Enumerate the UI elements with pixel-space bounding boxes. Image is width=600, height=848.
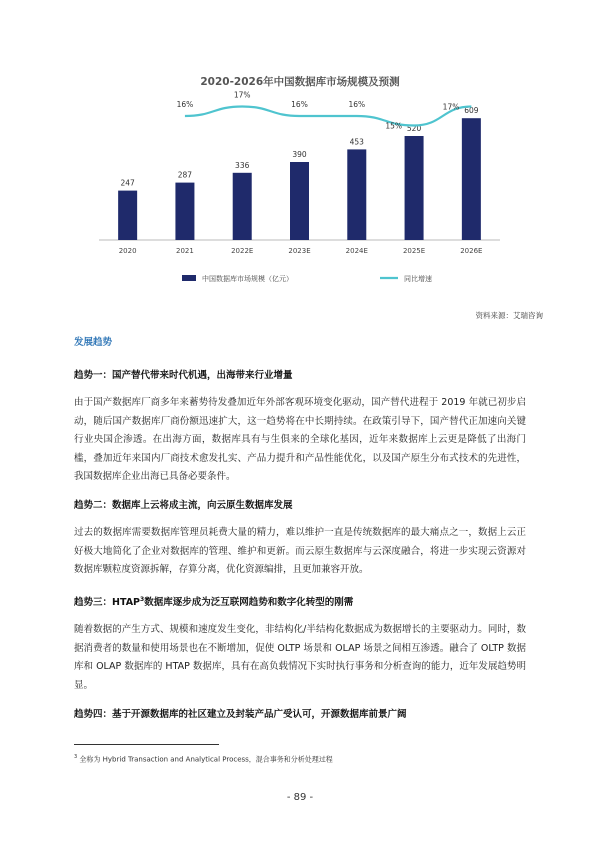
x-tick-label: 2026E	[460, 247, 483, 255]
bar-value-label: 520	[406, 124, 422, 133]
bar-value-label: 609	[464, 106, 479, 116]
bar-2022E	[233, 173, 252, 240]
bar-value-label: 247	[120, 178, 135, 188]
bar-2023E	[290, 162, 309, 240]
growth-rate-label: 17%	[233, 90, 251, 100]
trend3-heading-prefix: 趋势三：HTAP	[74, 597, 141, 608]
x-tick-label: 2020	[118, 247, 137, 255]
legend-bar-swatch	[182, 275, 196, 281]
trend2-paragraph: 过去的数据库需要数据库管理员耗费大量的精力，难以维护一直是传统数据库的最大痛点之一，数据上云正好极大地简化了企业对数据库的管理、维护和更新。而云原生数据库与云深度融合，将进一步实现云资源对数据库颗粒度资源拆解，存算分离，优化资源编排，且更加兼容开放。	[74, 527, 526, 575]
bar-2020	[118, 191, 137, 240]
x-tick-label: 2021	[176, 247, 194, 255]
bar-2024E	[347, 149, 366, 240]
chart-canvas	[0, 0, 600, 310]
growth-rate-label: 16%	[348, 100, 366, 109]
trend3-heading-suffix: 数据库逐步成为泛互联网趋势和数字化转型的刚需	[144, 597, 354, 608]
footnote-mark: 3	[74, 754, 78, 760]
footnote-ref: 3	[140, 595, 145, 603]
x-tick-label: 2023E	[288, 247, 311, 255]
bar-value-label: 390	[292, 150, 307, 159]
growth-rate-label: 16%	[291, 100, 308, 109]
bar-2026E	[462, 118, 481, 240]
x-tick-label: 2025E	[402, 247, 426, 255]
trend3-paragraph: 随着数据的产生方式、规模和速度发生变化，非结构化/半结构化数据成为数据增长的主要驱动力。同时，数据消费者的数量和使用场景也在不断增加，促使 OLTP 场景和 OLAP 场景之间相互渗透。融合了 OLTP 数据库和 OLAP 数据库的 HTAP 数据库，具有在高负载情况下实时执行事务和分析查询的能力，近年发展趋势明显。	[74, 624, 526, 691]
legend-line-label: 同比增速	[404, 275, 432, 283]
bar-value-label: 453	[349, 137, 364, 147]
trend2-heading: 趋势二：数据库上云将成主流，向云原生数据库发展	[74, 500, 293, 511]
bar-value-label: 287	[177, 170, 193, 180]
market-size-chart	[0, 0, 600, 310]
growth-rate-line	[185, 107, 471, 126]
x-tick-label: 2022E	[231, 247, 254, 255]
footnote-text: 全称为 Hybrid Transaction and Analytical Process，混合事务和分析处理过程	[79, 755, 333, 764]
trend4-heading: 趋势四：基于开源数据库的社区建立及封装产品广受认可，开源数据库前景广阔	[74, 709, 407, 720]
section-heading: 发展趋势	[74, 337, 113, 348]
chart-title: 2020-2026年中国数据库市场规模及预测	[200, 76, 400, 88]
bar-2021	[175, 183, 194, 240]
trend1-heading: 趋势一：国产替代带来时代机遇，出海带来行业增量	[74, 370, 293, 381]
source-note: 资料来源：艾瑞咨询	[475, 311, 543, 320]
bar-value-label: 336	[235, 160, 250, 170]
growth-rate-label: 16%	[176, 100, 194, 109]
bar-2025E	[405, 136, 424, 240]
x-tick-label: 2024E	[345, 247, 368, 255]
trend1-paragraph: 由于国产数据库厂商多年来蓄势待发叠加近年外部客观环境变化驱动，国产替代进程于 2019 年就已初步启动，随后国产数据库厂商份额迅速扩大，这一趋势将在中长期持续。在政策引导下，国产替代正加速向关键行业央国企渗透。在出海方面，数据库具有与生俱来的全球化基因，近年来数据库上云更是降低了出海门槛，叠加近年来国内厂商技术愈发扎实、产品力提升和产品性能优化，以及国产原生分布式技术的先进性，我国数据库企业出海已具备必要条件。	[74, 397, 526, 482]
growth-rate-label: 17%	[442, 102, 460, 112]
growth-rate-label: 15%	[385, 121, 403, 131]
trend3-heading	[74, 594, 353, 608]
footnote-divider	[74, 744, 219, 745]
legend-bar-label: 中国数据库市场规模（亿元）	[202, 275, 293, 283]
page-number: - 89 -	[286, 792, 314, 803]
footnote	[74, 754, 333, 764]
